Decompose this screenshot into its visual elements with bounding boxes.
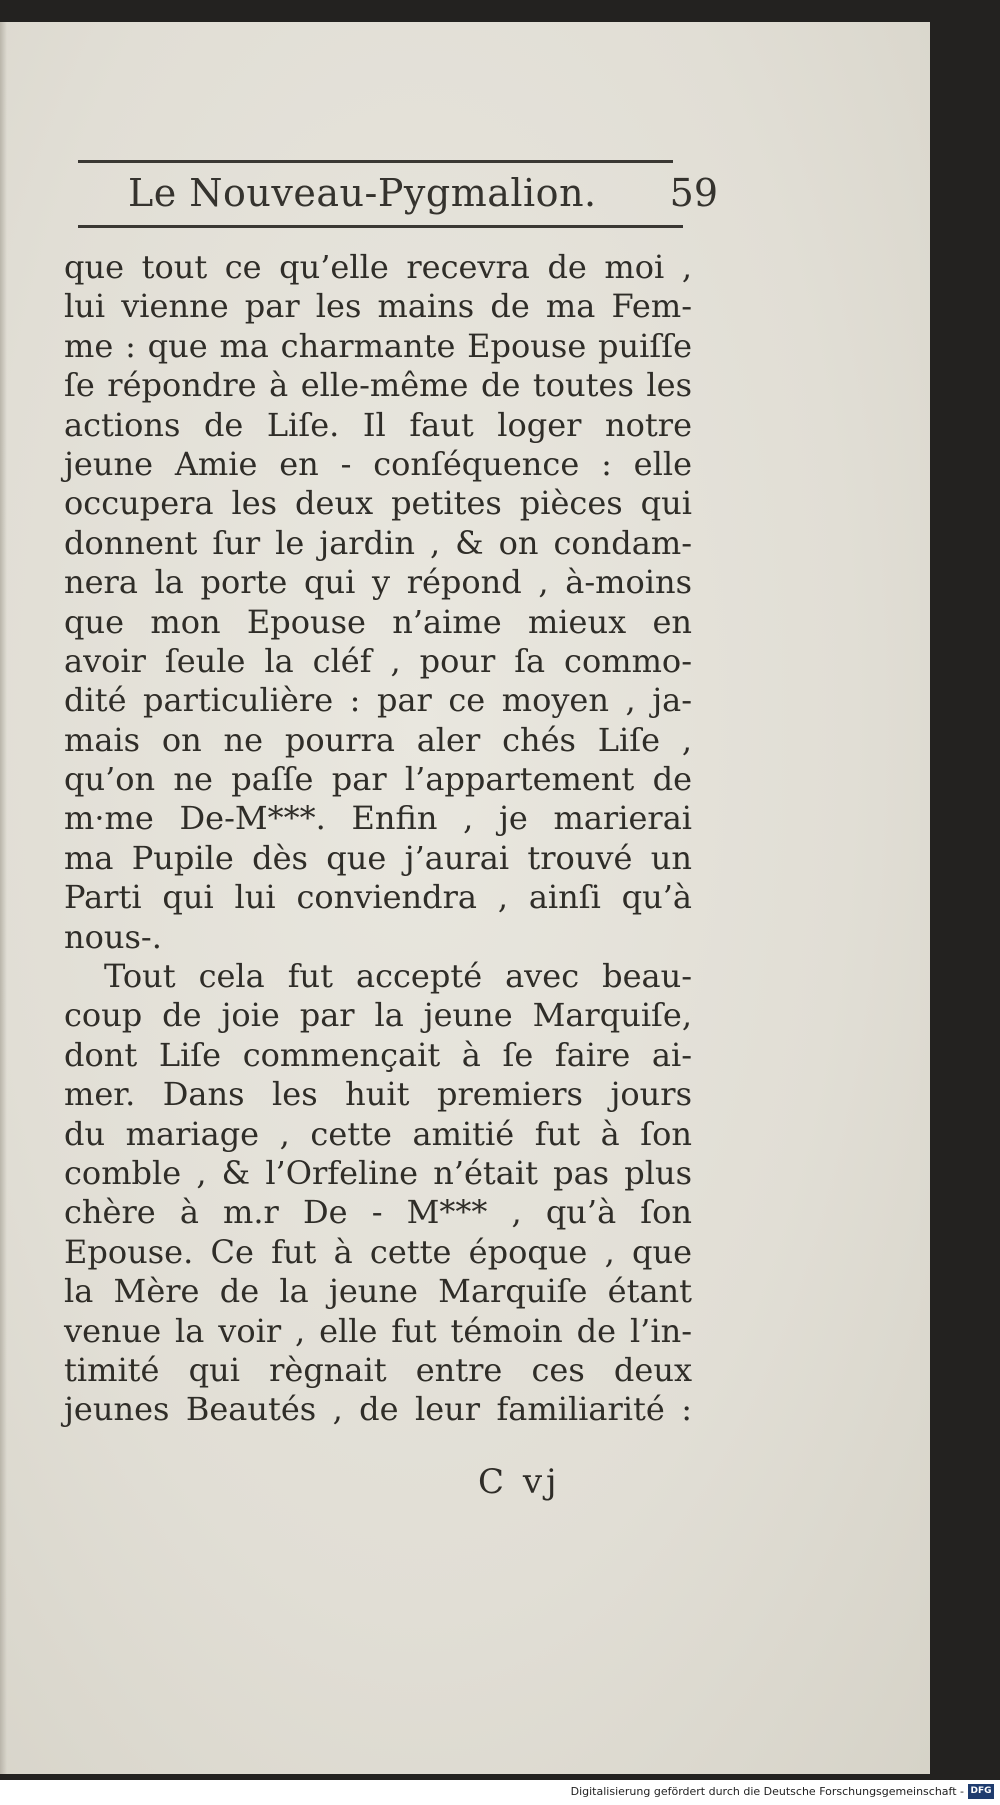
text-line: mer. Dans les huit premiers jours xyxy=(64,1075,692,1114)
text-line: lui vienne par les mains de ma Fem- xyxy=(64,287,692,326)
text-line: comble , & l’Orfeline n’était pas plus xyxy=(64,1153,692,1192)
text-line: avoir ſeule la cléf , pour ſa commo- xyxy=(64,641,692,680)
text-line: que tout ce qu’elle recevra de moi , xyxy=(64,248,692,286)
text-line: me : que ma charmante Epouse puiſſe xyxy=(64,326,692,365)
text-line: nera la porte qui y répond , à-moins xyxy=(64,563,692,602)
text-line: donnent ſur le jardin , & on condam- xyxy=(64,523,692,562)
text-line: m·me De-M***. Enfin , je marierai xyxy=(64,799,692,838)
digitization-footer xyxy=(0,1780,1000,1805)
text-line: occupera les deux petites pièces qui xyxy=(64,484,692,523)
page-number: 59 xyxy=(669,171,718,215)
text-line: chère à m.r De - M*** , qu’à ſon xyxy=(64,1193,692,1232)
text-line: la Mère de la jeune Marquiſe étant xyxy=(64,1272,692,1311)
dfg-logo-icon: DFG xyxy=(968,1784,994,1799)
text-line: actions de Liſe. Il faut loger notre xyxy=(64,405,692,444)
text-line: mais on ne pourra aler chés Liſe , xyxy=(64,720,692,759)
text-line: dité particulière : par ce moyen , ja- xyxy=(64,681,692,720)
footer-credit: Digitalisierung gefördert durch die Deutsche Forschungsgemeinschaft - xyxy=(570,1785,964,1798)
text-line: que mon Epouse n’aime mieux en xyxy=(64,602,692,641)
text-line: coup de joie par la jeune Marquiſe, xyxy=(64,996,692,1035)
text-line: dont Liſe commençait à ſe faire ai- xyxy=(64,1035,692,1074)
text-line: jeunes Beautés , de leur familiarité : xyxy=(64,1390,692,1429)
running-head xyxy=(78,160,718,228)
text-line: Epouse. Ce fut à cette époque , que xyxy=(64,1232,692,1271)
text-line: jeune Amie en - conſéquence : elle xyxy=(64,444,692,483)
text-line: qu’on ne paſſe par l’appartement de xyxy=(64,760,692,799)
head-rule-bottom xyxy=(78,225,683,228)
text-line: Parti qui lui conviendra , ainſi qu’à xyxy=(64,878,692,917)
text-line: venue la voir , elle fut témoin de l’in- xyxy=(64,1311,692,1350)
head-line xyxy=(78,163,718,219)
text-line: timité qui règnait entre ces deux xyxy=(64,1350,692,1389)
body-text xyxy=(64,248,692,1430)
text-line: Tout cela fut accepté avec beau- xyxy=(104,957,692,996)
running-title: Le Nouveau-Pygmalion. xyxy=(128,171,597,215)
text-line: ma Pupile dès que j’aurai trouvé un xyxy=(64,838,692,877)
text-line: ſe répondre à elle-même de toutes les xyxy=(64,366,692,405)
text-line: du mariage , cette amitié fut à ſon xyxy=(64,1114,692,1153)
page-edge-shadow xyxy=(0,22,7,1774)
signature-mark: C vj xyxy=(478,1462,561,1502)
text-line: nous-. xyxy=(64,917,162,956)
